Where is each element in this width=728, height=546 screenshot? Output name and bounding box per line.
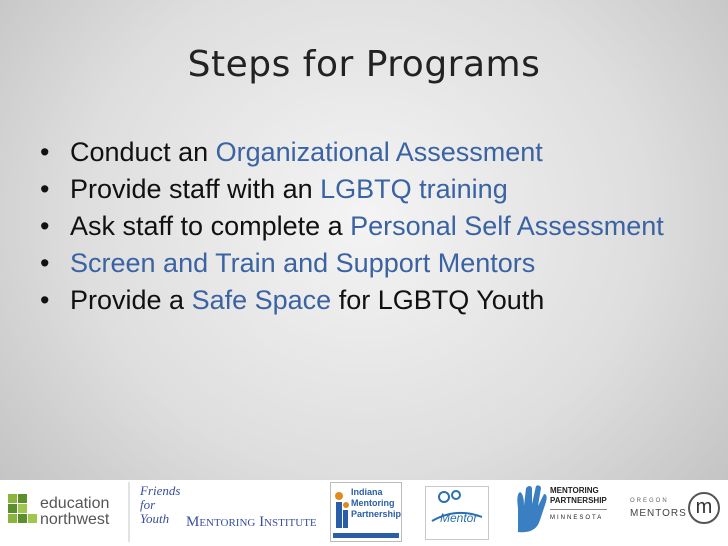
bullet-item xyxy=(40,135,700,170)
plain-text: Provide staff with an xyxy=(70,174,321,204)
indiana-mentoring-partnership-logo xyxy=(330,482,402,542)
education-northwest-logo xyxy=(8,484,126,540)
mp-line3: MINNESOTA xyxy=(550,515,604,521)
plain-text: for LGBTQ Youth xyxy=(331,285,545,315)
mentors-label: MENTORS xyxy=(630,508,687,519)
slide-title: Steps for Programs xyxy=(187,44,541,85)
mp-line1: MENTORING xyxy=(550,486,599,495)
bullet-list xyxy=(40,135,700,320)
oregon-label: OREGON xyxy=(630,498,669,504)
bullet-dot: • xyxy=(40,285,50,315)
highlight-text: Safe Space xyxy=(191,285,332,315)
mp-line2: PARTNERSHIP xyxy=(550,496,607,505)
education-northwest-icon xyxy=(8,494,38,524)
bullet-dot: • xyxy=(40,211,50,241)
bullet-text xyxy=(70,135,543,170)
indiana-line2: Mentoring xyxy=(351,498,395,508)
bullet-text xyxy=(70,209,664,244)
bullet-text xyxy=(70,172,508,207)
highlight-text: Personal Self Assessment xyxy=(350,211,664,241)
bullet-text xyxy=(70,246,535,281)
indiana-figure-icon xyxy=(334,491,350,531)
bullet-item xyxy=(40,172,700,207)
oregon-mentors-mark: m xyxy=(688,492,720,524)
bullet-dot: • xyxy=(40,137,50,167)
hand-icon xyxy=(510,480,550,536)
oregon-mentors-logo xyxy=(630,488,724,544)
mentor-michigan-logo xyxy=(425,486,489,540)
education-northwest-line1: education xyxy=(40,495,110,512)
plain-text: Conduct an xyxy=(70,137,216,167)
indiana-line3: Partnership xyxy=(351,509,402,519)
bullet-item xyxy=(40,283,700,318)
plain-text: Ask staff to complete a xyxy=(70,211,351,241)
highlight-text: Organizational Assessment xyxy=(215,137,543,167)
plain-text: Provide a xyxy=(70,285,192,315)
education-northwest-line2: northwest xyxy=(40,511,110,528)
mentoring-institute-label: Mentoring Institute xyxy=(186,514,317,530)
highlight-text: Screen and Train and Support Mentors xyxy=(70,248,536,278)
bullet-item xyxy=(40,209,700,244)
bullet-text xyxy=(70,283,544,318)
mentoring-partnership-minnesota-logo xyxy=(510,480,610,536)
friends-for-youth-logo xyxy=(140,484,315,540)
logo-strip xyxy=(0,480,728,546)
bullet-item xyxy=(40,246,700,281)
indiana-line1: Indiana xyxy=(351,487,383,497)
mentor-michigan-text: Mentor xyxy=(440,511,478,525)
highlight-text: LGBTQ training xyxy=(320,174,508,204)
bullet-dot: • xyxy=(40,174,50,204)
friends-for-youth-script: Friends for Youth xyxy=(140,483,181,526)
bullet-dot: • xyxy=(40,248,50,278)
